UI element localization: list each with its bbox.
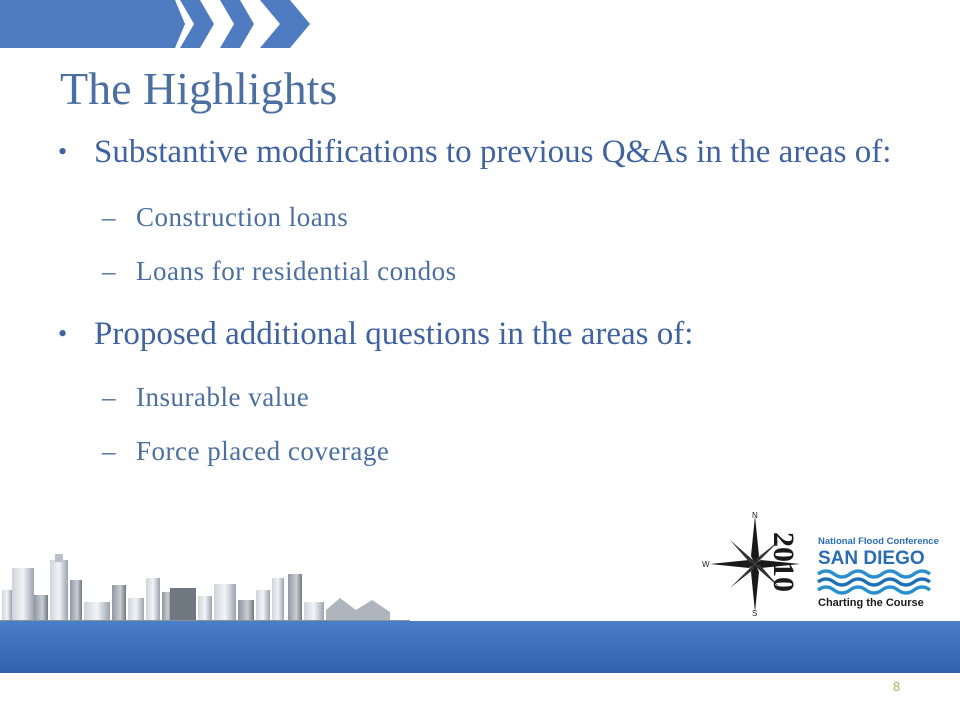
chevron-2 [220, 0, 254, 48]
compass-north-label: N [752, 511, 758, 520]
dash-glyph: – [102, 202, 116, 232]
wave-icon [818, 571, 930, 593]
bullet-text: Substantive modifications to previous Q&As in the areas of: [94, 134, 892, 170]
sub-bullet-item [58, 436, 898, 466]
conference-logo [700, 508, 940, 618]
dash-glyph: – [102, 382, 116, 412]
sub-bullet-text: Force placed coverage [136, 436, 390, 466]
bullet-text: Proposed additional questions in the areas of: [94, 316, 694, 352]
chevron-1 [180, 0, 214, 48]
logo-conference-name: National Flood Conference [818, 536, 939, 547]
dash-glyph: – [102, 436, 116, 466]
top-chevron-banner [0, 0, 330, 48]
bullet-item [58, 132, 898, 172]
compass-west-label: W [702, 560, 710, 569]
page-number: 8 [893, 679, 901, 694]
logo-year: 2010 [767, 532, 800, 592]
slide-title: The Highlights [60, 63, 338, 114]
sub-bullet-item [58, 202, 898, 232]
bullet-dot: • [58, 137, 68, 166]
bullet-item [58, 314, 898, 354]
bullet-list [58, 132, 898, 466]
footer-band [0, 621, 960, 673]
sub-bullet-item [58, 382, 898, 412]
sub-bullet-text: Loans for residential condos [136, 256, 457, 286]
sub-bullet-text: Construction loans [136, 202, 349, 232]
sub-bullet-text: Insurable value [136, 382, 310, 412]
sub-bullet-item [58, 256, 898, 286]
logo-tagline: Charting the Course [818, 597, 924, 609]
compass-south-label: S [752, 609, 758, 618]
logo-city-name: SAN DIEGO [818, 548, 925, 569]
dash-glyph: – [102, 256, 116, 286]
chevron-3 [260, 0, 310, 48]
banner-bar [0, 0, 185, 48]
bullet-dot: • [58, 319, 68, 348]
